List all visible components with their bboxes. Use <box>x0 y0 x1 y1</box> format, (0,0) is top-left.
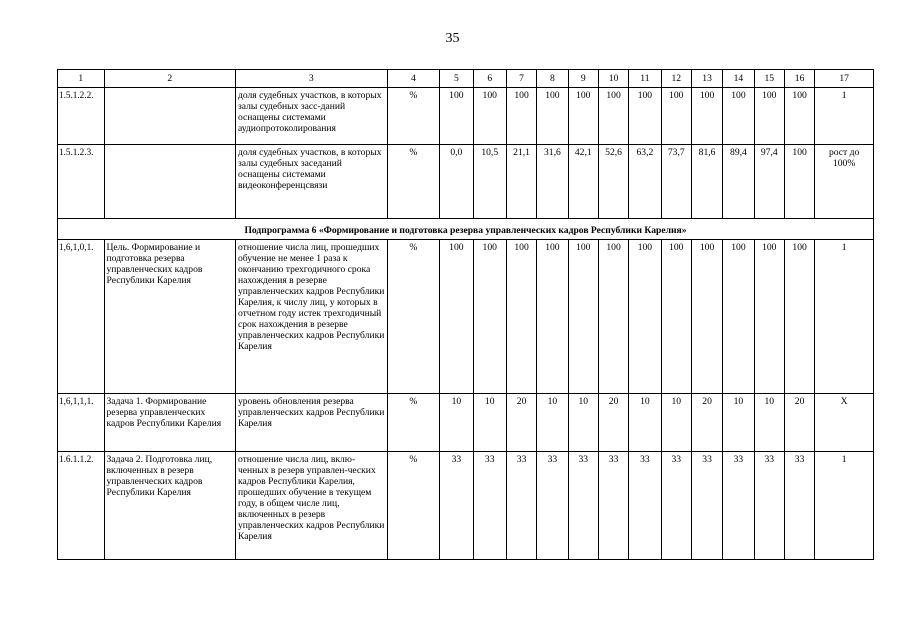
row-value: 100 <box>723 88 754 145</box>
row-value: 33 <box>691 452 722 560</box>
row-indicator: доля судебных участков, в которых залы судебных заседаний оснащены системами видеоконференцсвязи <box>235 145 387 219</box>
row-value: 100 <box>440 240 473 394</box>
row-value: 10,5 <box>473 145 506 219</box>
row-unit: % <box>387 452 440 560</box>
row-value: 10 <box>537 394 568 452</box>
header-cell: 6 <box>473 70 506 88</box>
row-value: 0,0 <box>440 145 473 219</box>
row-value: 10 <box>661 394 691 452</box>
header-cell: 12 <box>661 70 691 88</box>
row-value: 100 <box>723 240 754 394</box>
row-value: 100 <box>506 240 536 394</box>
row-indicator: доля судебных участков, в которых залы судебных засс-даний оснащены системами аудиопротоколирования <box>235 88 387 145</box>
row-value: 10 <box>473 394 506 452</box>
row-name: Задача 2. Подготовка лиц, включенных в резерв управленческих кадров Республики Карелия <box>104 452 235 560</box>
row-value: 73,7 <box>661 145 691 219</box>
row-code: 1.5.1.2.3. <box>58 145 105 219</box>
row-value: 42,1 <box>568 145 598 219</box>
row-value: 100 <box>691 240 722 394</box>
row-name: Цель. Формирование и подготовка резерва управленческих кадров Республики Карелия <box>104 240 235 394</box>
header-cell: 1 <box>58 70 105 88</box>
row-value: 100 <box>568 240 598 394</box>
row-indicator: отношение числа лиц, прошедших обучение не менее 1 раза к окончанию трехгодичного срока нахождения в резерве управленческих кадров Республики Карелия, к числу лиц, у которых в отчетном году истек трехгодичный срок нахождения в резерве управленческих кадров Республики Карелия <box>235 240 387 394</box>
row-value: 97,4 <box>754 145 784 219</box>
table-row <box>58 240 874 394</box>
row-value: 10 <box>568 394 598 452</box>
row-code: 1.5.1.2.2. <box>58 88 105 145</box>
row-value: 20 <box>691 394 722 452</box>
indicators-table <box>57 69 874 560</box>
row-value: 21,1 <box>506 145 536 219</box>
row-value: 33 <box>754 452 784 560</box>
header-cell: 11 <box>629 70 661 88</box>
header-cell: 7 <box>506 70 536 88</box>
row-value: 10 <box>754 394 784 452</box>
row-value: 33 <box>537 452 568 560</box>
page-number: 35 <box>445 31 460 46</box>
row-value: 33 <box>723 452 754 560</box>
row-unit: % <box>387 394 440 452</box>
row-value: 100 <box>506 88 536 145</box>
row-last: 1 <box>815 452 874 560</box>
row-value: 100 <box>598 240 628 394</box>
row-value: 100 <box>661 240 691 394</box>
row-name <box>104 88 235 145</box>
row-value: 100 <box>537 240 568 394</box>
header-cell: 13 <box>691 70 722 88</box>
row-value: 10 <box>440 394 473 452</box>
row-value: 33 <box>440 452 473 560</box>
row-value: 33 <box>784 452 814 560</box>
table-row <box>58 394 874 452</box>
header-cell: 15 <box>754 70 784 88</box>
row-value: 100 <box>691 88 722 145</box>
table-row <box>58 145 874 219</box>
row-value: 10 <box>723 394 754 452</box>
subprogram-title: Подпрограмма 6 «Формирование и подготовка резерва управленческих кадров Республики Карелия» <box>58 219 874 240</box>
header-cell: 8 <box>537 70 568 88</box>
header-cell: 17 <box>815 70 874 88</box>
row-value: 20 <box>784 394 814 452</box>
table-row <box>58 452 874 560</box>
row-value: 20 <box>506 394 536 452</box>
row-last: 1 <box>815 88 874 145</box>
row-value: 31,6 <box>537 145 568 219</box>
header-cell: 10 <box>598 70 628 88</box>
row-value: 33 <box>629 452 661 560</box>
row-value: 33 <box>506 452 536 560</box>
row-value: 33 <box>661 452 691 560</box>
table-header-row <box>58 70 874 88</box>
row-value: 100 <box>568 88 598 145</box>
row-unit: % <box>387 88 440 145</box>
row-value: 10 <box>629 394 661 452</box>
row-value: 33 <box>473 452 506 560</box>
row-last: рост до 100% <box>815 145 874 219</box>
row-code: 1,6,1,0,1. <box>58 240 105 394</box>
row-value: 100 <box>537 88 568 145</box>
table-row <box>58 88 874 145</box>
row-indicator: отношение числа лиц, вклю-ченных в резерв управлен-ческих кадров Республики Карелия, прошедших обучение в текущем году, в общем числе лиц, включенных в резерв управленческих кадров Республики Карелия <box>235 452 387 560</box>
row-value: 100 <box>784 240 814 394</box>
header-cell: 4 <box>387 70 440 88</box>
row-unit: % <box>387 240 440 394</box>
header-cell: 5 <box>440 70 473 88</box>
row-value: 100 <box>784 145 814 219</box>
row-last: X <box>815 394 874 452</box>
row-value: 100 <box>473 240 506 394</box>
row-value: 20 <box>598 394 628 452</box>
row-code: 1,6,1,1,1. <box>58 394 105 452</box>
row-value: 100 <box>440 88 473 145</box>
row-value: 100 <box>661 88 691 145</box>
header-cell: 9 <box>568 70 598 88</box>
row-value: 33 <box>568 452 598 560</box>
row-unit: % <box>387 145 440 219</box>
header-cell: 2 <box>104 70 235 88</box>
row-value: 33 <box>598 452 628 560</box>
row-indicator: уровень обновления резерва управленческих кадров Республики Карелия <box>235 394 387 452</box>
header-cell: 16 <box>784 70 814 88</box>
row-last: 1 <box>815 240 874 394</box>
header-cell: 3 <box>235 70 387 88</box>
row-name <box>104 145 235 219</box>
row-value: 52,6 <box>598 145 628 219</box>
row-value: 89,4 <box>723 145 754 219</box>
row-value: 100 <box>754 240 784 394</box>
row-value: 100 <box>473 88 506 145</box>
header-cell: 14 <box>723 70 754 88</box>
subprogram-row <box>58 219 874 240</box>
row-value: 81,6 <box>691 145 722 219</box>
row-name: Задача 1. Формирование резерва управленческих кадров Республики Карелия <box>104 394 235 452</box>
row-code: 1.6.1.1.2. <box>58 452 105 560</box>
row-value: 100 <box>754 88 784 145</box>
row-value: 100 <box>784 88 814 145</box>
row-value: 63,2 <box>629 145 661 219</box>
row-value: 100 <box>629 88 661 145</box>
row-value: 100 <box>598 88 628 145</box>
row-value: 100 <box>629 240 661 394</box>
